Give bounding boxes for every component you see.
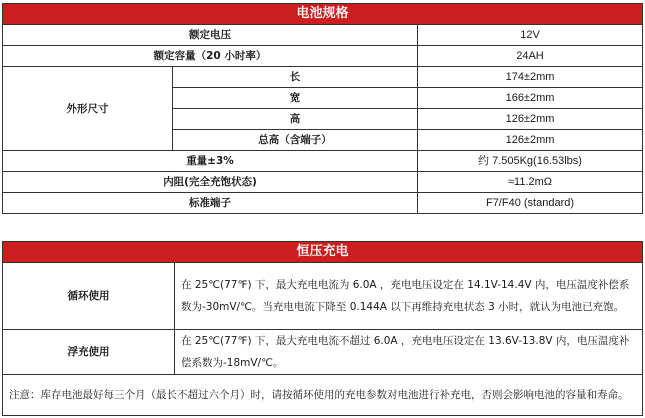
table-row: [3, 151, 643, 172]
spec-value: 12V: [418, 25, 643, 46]
spec-label: 重量±3%: [3, 151, 418, 172]
dimension-value-length: 174±2mm: [418, 67, 643, 88]
table-row: [3, 67, 643, 88]
dimension-label-total-height: 总高（含端子）: [173, 130, 418, 151]
table-row: [3, 46, 643, 67]
table-row: [3, 375, 643, 416]
charge-mode-label-cycle: 循环使用: [3, 263, 175, 330]
spec-value: 约 7.505Kg(16.53lbs): [418, 151, 643, 172]
spec-value: ≈11.2mΩ: [418, 172, 643, 193]
spec-value: F7/F40 (standard): [418, 193, 643, 214]
spec-table-title: 电池规格: [3, 4, 643, 25]
dimensions-label: 外形尺寸: [3, 67, 173, 151]
charge-mode-label-float: 浮充使用: [3, 330, 175, 375]
charge-table-header-row: [3, 242, 643, 263]
charge-table-title: 恒压充电: [3, 242, 643, 263]
dimension-value-total-height: 126±2mm: [418, 130, 643, 151]
spec-label: 额定容量（20 小时率）: [3, 46, 418, 67]
spec-label: 内阻(完全充饱状态): [3, 172, 418, 193]
battery-spec-table: [2, 3, 643, 214]
dimension-label-height: 高: [173, 109, 418, 130]
table-row: [3, 193, 643, 214]
dimension-label-length: 长: [173, 67, 418, 88]
charge-mode-description-cycle: 在 25℃(77℉) 下，最大充电电流为 6.0A ，充电电压设定在 14.1V-14.4V 内，电压温度补偿系数为-30mV/℃。当充电电流下降至 0.144A 以下再维持充电状态 3 小时，就认为电池已充饱。: [175, 263, 643, 330]
table-row: [3, 172, 643, 193]
storage-note: 注意：库存电池最好每三个月（最长不超过六个月）时，请按循环使用的充电参数对电池进行补充电，否则会影响电池的容量和寿命。: [3, 375, 643, 416]
dimension-label-width: 宽: [173, 88, 418, 109]
table-row: [3, 263, 643, 330]
spec-label: 额定电压: [3, 25, 418, 46]
spec-label: 标准端子: [3, 193, 418, 214]
dimension-value-height: 126±2mm: [418, 109, 643, 130]
dimension-value-width: 166±2mm: [418, 88, 643, 109]
spec-value: 24AH: [418, 46, 643, 67]
table-row: [3, 25, 643, 46]
table-row: [3, 330, 643, 375]
charge-mode-description-float: 在 25℃(77℉) 下，最大充电电流不超过 6.0A ，充电电压设定在 13.6V-13.8V 内，电压温度补偿系数为-18mV/℃。: [175, 330, 643, 375]
spec-table-header-row: [3, 4, 643, 25]
constant-voltage-charge-table: [2, 241, 643, 416]
